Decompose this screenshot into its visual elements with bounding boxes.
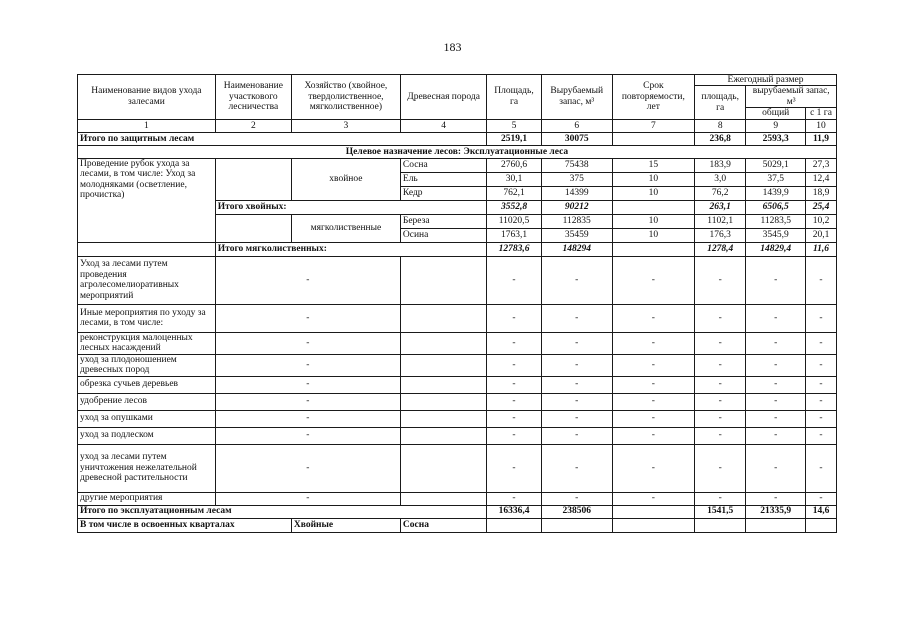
dash-cell: - <box>694 492 745 505</box>
coniferous-total-annual-area: 263,1 <box>694 200 745 214</box>
header-col7: Срок повторяемости, лет <box>612 75 694 120</box>
other-measures <box>78 256 837 505</box>
dash-cell: - <box>694 376 745 393</box>
dash-cell: - <box>746 393 806 410</box>
exploitation-total-area: 16336,4 <box>487 505 542 518</box>
dash-cell: - <box>806 332 837 354</box>
dash-cell: - <box>694 427 745 444</box>
species-annual-total: 11283,5 <box>746 214 806 228</box>
empty-cell <box>78 242 216 256</box>
col-num: 5 <box>487 119 542 132</box>
species-annual-area: 3,0 <box>694 172 745 186</box>
dash-cell: - <box>487 376 542 393</box>
dash-cell: - <box>806 393 837 410</box>
empty-cell <box>806 518 837 532</box>
dash-cell: - <box>746 444 806 492</box>
header-col5: Площадь, га <box>487 75 542 120</box>
mastered-farm: Хвойные <box>291 518 400 532</box>
header-annual-volume: вырубаемый запас, м³ <box>746 86 837 108</box>
measure-label: уход за подлеском <box>78 427 216 444</box>
measure-row <box>78 256 837 304</box>
protective-annual-total: 2593,3 <box>746 132 806 145</box>
column-number-row <box>78 119 837 132</box>
col-num: 3 <box>291 119 400 132</box>
species-annual-area: 183,9 <box>694 158 745 172</box>
dash-cell: - <box>806 304 837 332</box>
species-volume: 35459 <box>541 228 612 242</box>
page-number: 183 <box>443 40 462 54</box>
col-num: 1 <box>78 119 216 132</box>
empty-cell <box>694 518 745 532</box>
header-col3: Хозяйство (хвойное, твердолиственное, мягколиственное) <box>291 75 400 120</box>
dash-cell: - <box>215 492 400 505</box>
dash-cell: - <box>215 332 400 354</box>
species-area: 11020,5 <box>487 214 542 228</box>
dash-cell: - <box>746 492 806 505</box>
measure-label: удобрение лесов <box>78 393 216 410</box>
measure-row <box>78 354 837 376</box>
dash-cell: - <box>746 354 806 376</box>
dash-cell: - <box>694 410 745 427</box>
dash-cell: - <box>487 444 542 492</box>
protective-total-volume: 30075 <box>541 132 612 145</box>
dash-cell: - <box>541 354 612 376</box>
coniferous-total-label: Итого хвойных: <box>215 200 486 214</box>
species-area: 762,1 <box>487 186 542 200</box>
col-num: 8 <box>694 119 745 132</box>
measure-label: обрезка сучьев деревьев <box>78 376 216 393</box>
species-name: Береза <box>400 214 486 228</box>
dash-cell: - <box>612 410 694 427</box>
measure-row <box>78 304 837 332</box>
dash-cell: - <box>806 354 837 376</box>
empty-cell <box>400 492 486 505</box>
thinning-label: Проведение рубок ухода за лесами, в том числе: Уход за молодняками (осветление, прочистка) <box>78 158 216 242</box>
coniferous-total-area: 3552,8 <box>487 200 542 214</box>
dash-cell: - <box>215 410 400 427</box>
dash-cell: - <box>215 444 400 492</box>
measure-row <box>78 492 837 505</box>
empty-cell <box>400 444 486 492</box>
measure-label: реконструкция малоценных лесных насаждений <box>78 332 216 354</box>
species-name: Кедр <box>400 186 486 200</box>
section-title: Целевое назначение лесов: Эксплуатационные леса <box>78 145 837 158</box>
dash-cell: - <box>487 354 542 376</box>
species-period: 10 <box>612 172 694 186</box>
dash-cell: - <box>806 410 837 427</box>
protective-total-label: Итого по защитным лесам <box>78 132 487 145</box>
dash-cell: - <box>612 427 694 444</box>
softwood-farm-label: мягколиственные <box>291 214 400 242</box>
header-annual: Ежегодный размер <box>694 75 836 86</box>
species-volume: 375 <box>541 172 612 186</box>
species-volume: 14399 <box>541 186 612 200</box>
exploitation-annual-per-ha: 14,6 <box>806 505 837 518</box>
softwood-total-volume: 148294 <box>541 242 612 256</box>
measure-row <box>78 393 837 410</box>
empty-cell <box>400 393 486 410</box>
dash-cell: - <box>541 256 612 304</box>
protective-total-row <box>78 132 837 145</box>
measure-row <box>78 444 837 492</box>
measure-label: уход за опушками <box>78 410 216 427</box>
species-name: Осина <box>400 228 486 242</box>
measure-label: уход за плодоношением древесных пород <box>78 354 216 376</box>
empty-cell <box>541 518 612 532</box>
mastered-label: В том числе в освоенных кварталах <box>78 518 292 532</box>
col-num: 10 <box>806 119 837 132</box>
measure-row <box>78 410 837 427</box>
dash-cell: - <box>541 376 612 393</box>
dash-cell: - <box>694 354 745 376</box>
header-col1: Наименование видов ухода залесами <box>78 75 216 120</box>
empty-cell <box>400 410 486 427</box>
species-annual-total: 1439,9 <box>746 186 806 200</box>
mastered-species: Сосна <box>400 518 486 532</box>
dash-cell: - <box>612 304 694 332</box>
protective-annual-area: 236,8 <box>694 132 745 145</box>
header-col2: Наименование участкового лесничества <box>215 75 291 120</box>
dash-cell: - <box>746 304 806 332</box>
softwood-total-annual-area: 1278,4 <box>694 242 745 256</box>
species-period: 15 <box>612 158 694 172</box>
col-num: 4 <box>400 119 486 132</box>
dash-cell: - <box>612 332 694 354</box>
empty-cell <box>612 505 694 518</box>
species-annual-total: 37,5 <box>746 172 806 186</box>
header-per-ha: с 1 га <box>806 108 837 119</box>
species-volume: 75438 <box>541 158 612 172</box>
dash-cell: - <box>541 393 612 410</box>
species-annual-per-ha: 27,3 <box>806 158 837 172</box>
header-col6: Вырубаемый запас, м³ <box>541 75 612 120</box>
dash-cell: - <box>541 304 612 332</box>
empty-cell <box>612 132 694 145</box>
thinning-table <box>77 74 837 533</box>
dash-cell: - <box>694 256 745 304</box>
measure-label: другие мероприятия <box>78 492 216 505</box>
exploitation-annual-area: 1541,5 <box>694 505 745 518</box>
dash-cell: - <box>541 427 612 444</box>
species-annual-per-ha: 10,2 <box>806 214 837 228</box>
softwood-total-label: Итого мягколиственных: <box>215 242 486 256</box>
dash-cell: - <box>806 492 837 505</box>
exploitation-total-row <box>78 505 837 518</box>
dash-cell: - <box>215 427 400 444</box>
dash-cell: - <box>612 376 694 393</box>
dash-cell: - <box>541 444 612 492</box>
species-area: 30,1 <box>487 172 542 186</box>
dash-cell: - <box>487 427 542 444</box>
col-num: 9 <box>746 119 806 132</box>
dash-cell: - <box>541 332 612 354</box>
measure-label: Уход за лесами путем проведения агролесомелиоративных мероприятий <box>78 256 216 304</box>
species-name: Сосна <box>400 158 486 172</box>
empty-cell <box>487 518 542 532</box>
species-annual-total: 5029,1 <box>746 158 806 172</box>
species-annual-total: 3545,9 <box>746 228 806 242</box>
dash-cell: - <box>694 444 745 492</box>
empty-cell <box>400 304 486 332</box>
exploitation-total-volume: 238506 <box>541 505 612 518</box>
dash-cell: - <box>487 304 542 332</box>
coniferous-total-volume: 90212 <box>541 200 612 214</box>
dash-cell: - <box>612 256 694 304</box>
dash-cell: - <box>746 410 806 427</box>
protective-total-area: 2519,1 <box>487 132 542 145</box>
col-num: 2 <box>215 119 291 132</box>
softwood-total-annual-total: 14829,4 <box>746 242 806 256</box>
dash-cell: - <box>487 410 542 427</box>
dash-cell: - <box>806 427 837 444</box>
dash-cell: - <box>694 304 745 332</box>
empty-cell <box>400 354 486 376</box>
coniferous-total-annual-total: 6506,5 <box>746 200 806 214</box>
forestry-cell <box>215 214 291 242</box>
dash-cell: - <box>215 256 400 304</box>
section-title-row <box>78 145 837 158</box>
dash-cell: - <box>541 492 612 505</box>
species-period: 10 <box>612 186 694 200</box>
exploitation-total-label: Итого по эксплуатационным лесам <box>78 505 487 518</box>
col-num: 7 <box>612 119 694 132</box>
empty-cell <box>400 427 486 444</box>
forestry-cell <box>215 158 291 200</box>
dash-cell: - <box>215 376 400 393</box>
dash-cell: - <box>612 444 694 492</box>
dash-cell: - <box>746 427 806 444</box>
empty-cell <box>612 200 694 214</box>
header-row-1 <box>78 75 837 86</box>
empty-cell <box>612 242 694 256</box>
species-area: 2760,6 <box>487 158 542 172</box>
empty-cell <box>612 518 694 532</box>
dash-cell: - <box>806 444 837 492</box>
softwood-total-row <box>78 242 837 256</box>
species-annual-area: 176,3 <box>694 228 745 242</box>
measure-row <box>78 332 837 354</box>
empty-cell <box>400 256 486 304</box>
coniferous-total-annual-per-ha: 25,4 <box>806 200 837 214</box>
coniferous-farm-label: хвойное <box>291 158 400 200</box>
species-annual-area: 76,2 <box>694 186 745 200</box>
empty-cell <box>746 518 806 532</box>
dash-cell: - <box>487 332 542 354</box>
measure-label: уход за лесами путем уничтожения нежелательной древесной растительности <box>78 444 216 492</box>
species-annual-per-ha: 18,9 <box>806 186 837 200</box>
species-area: 1763,1 <box>487 228 542 242</box>
dash-cell: - <box>806 376 837 393</box>
protective-annual-per-ha: 11,9 <box>806 132 837 145</box>
measure-row <box>78 376 837 393</box>
header-col4: Древесная порода <box>400 75 486 120</box>
species-volume: 112835 <box>541 214 612 228</box>
exploitation-annual-total: 21335,9 <box>746 505 806 518</box>
dash-cell: - <box>487 492 542 505</box>
species-annual-per-ha: 12,4 <box>806 172 837 186</box>
dash-cell: - <box>612 492 694 505</box>
col-num: 6 <box>541 119 612 132</box>
empty-cell <box>400 376 486 393</box>
dash-cell: - <box>694 393 745 410</box>
dash-cell: - <box>487 256 542 304</box>
dash-cell: - <box>806 256 837 304</box>
dash-cell: - <box>215 304 400 332</box>
softwood-total-annual-per-ha: 11,6 <box>806 242 837 256</box>
header-total: общий <box>746 108 806 119</box>
species-annual-area: 1102,1 <box>694 214 745 228</box>
species-period: 10 <box>612 228 694 242</box>
empty-cell <box>400 332 486 354</box>
dash-cell: - <box>487 393 542 410</box>
softwood-total-area: 12783,6 <box>487 242 542 256</box>
dash-cell: - <box>612 354 694 376</box>
species-row-pine <box>78 158 837 172</box>
species-name: Ель <box>400 172 486 186</box>
dash-cell: - <box>541 410 612 427</box>
measure-row <box>78 427 837 444</box>
dash-cell: - <box>694 332 745 354</box>
dash-cell: - <box>746 376 806 393</box>
dash-cell: - <box>746 332 806 354</box>
species-period: 10 <box>612 214 694 228</box>
dash-cell: - <box>746 256 806 304</box>
header-annual-area: площадь, га <box>694 86 745 119</box>
dash-cell: - <box>215 354 400 376</box>
measure-label: Иные мероприятия по уходу за лесами, в том числе: <box>78 304 216 332</box>
dash-cell: - <box>612 393 694 410</box>
dash-cell: - <box>215 393 400 410</box>
mastered-row <box>78 518 837 532</box>
species-annual-per-ha: 20,1 <box>806 228 837 242</box>
